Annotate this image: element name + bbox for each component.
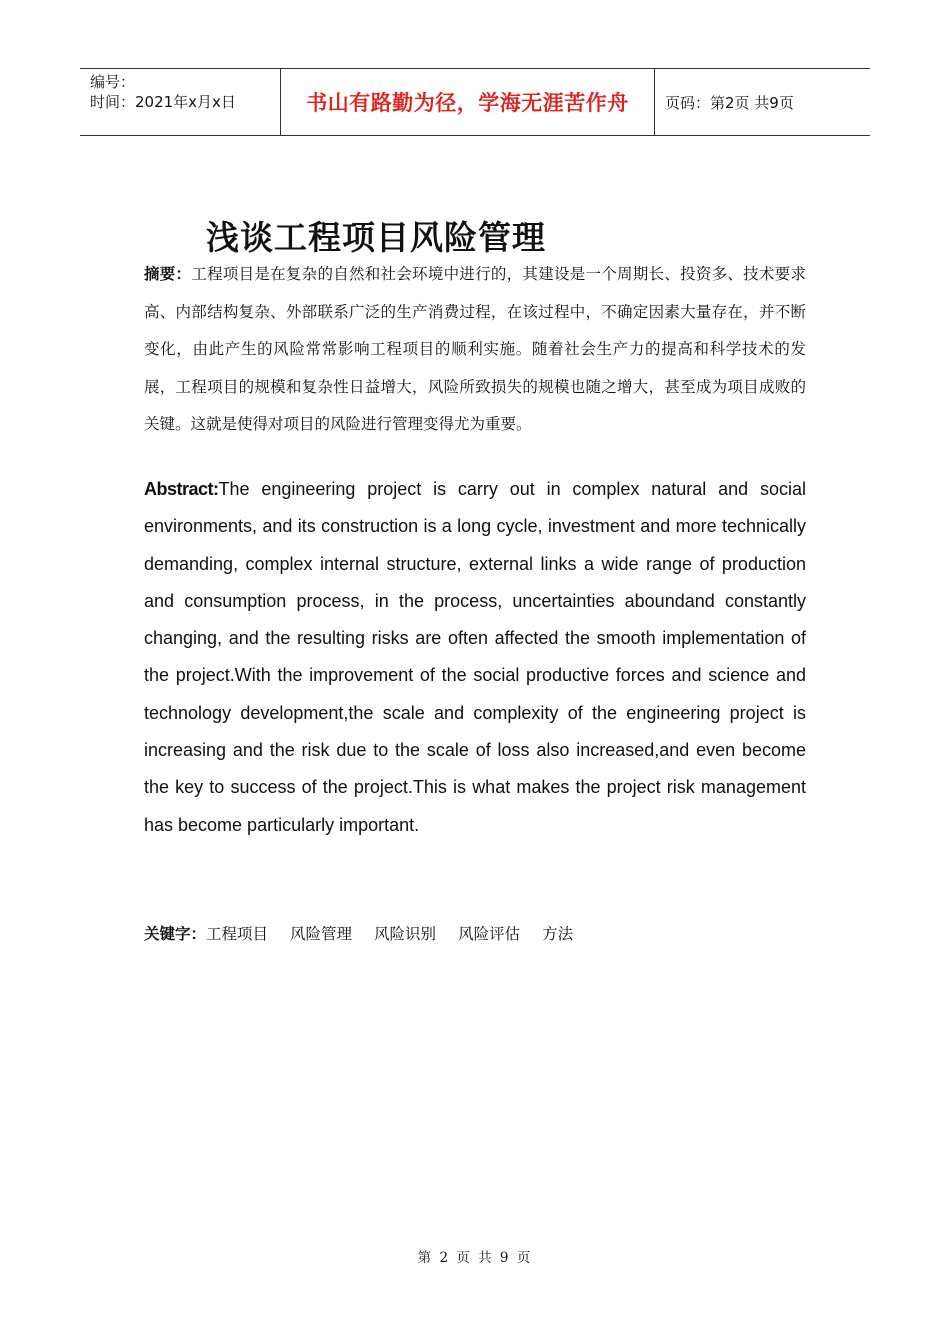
abstract-en-text: The engineering project is carry out in complex natural and social environments, and its construction is a long cycle, investment and more technically demanding, complex internal structure, external links a wide range of production and consumption process, in the process, uncertainties aboundand constantly changing, and the resulting risks are often affected the smooth implementation of the project.With the improvement of the social productive forces and science and technology development,the scale and complexity of the engineering project is increasing and the risk due to the scale of loss also increased,and even become the key to success of the project.This is what makes the project risk management has become particularly important.: [144, 479, 806, 835]
page-info: 页码：第2页 共9页: [665, 93, 794, 112]
header-page-cell: [655, 69, 870, 135]
header-table: [80, 68, 870, 136]
abstract-cn-label: 摘要：: [144, 265, 192, 283]
header-motto-cell: [281, 69, 655, 135]
keyword-item: 风险识别: [374, 925, 437, 943]
time-label: 时间：2021年x月x日: [90, 93, 236, 111]
keyword-item: 风险管理: [290, 925, 353, 943]
number-label: 编号：: [90, 73, 136, 91]
abstract-en-label: Abstract:: [144, 479, 219, 499]
keyword-item: 风险评估: [458, 925, 521, 943]
keywords: [144, 920, 595, 948]
keyword-item: 工程项目: [206, 925, 269, 943]
keywords-label: 关键字：: [144, 925, 207, 943]
header-meta: [80, 69, 281, 135]
keyword-item: 方法: [542, 925, 574, 943]
page-footer: 第 2 页 共 9 页: [417, 1250, 533, 1266]
abstract-chinese: [144, 256, 806, 444]
abstract-cn-text: 工程项目是在复杂的自然和社会环境中进行的，其建设是一个周期长、投资多、技术要求高、内部结构复杂、外部联系广泛的生产消费过程，在该过程中，不确定因素大量存在，并不断变化，由此产生的风险常常影响工程项目的顺利实施。随着社会生产力的提高和科学技术的发展，工程项目的规模和复杂性日益增大，风险所致损失的规模也随之增大，甚至成为项目成败的关键。这就是使得对项目的风险进行管理变得尤为重要。: [144, 265, 806, 433]
abstract-english: [144, 471, 806, 844]
motto: 书山有路勤为径，学海无涯苦作舟: [306, 91, 629, 115]
document-title: 浅谈工程项目风险管理: [206, 218, 546, 257]
